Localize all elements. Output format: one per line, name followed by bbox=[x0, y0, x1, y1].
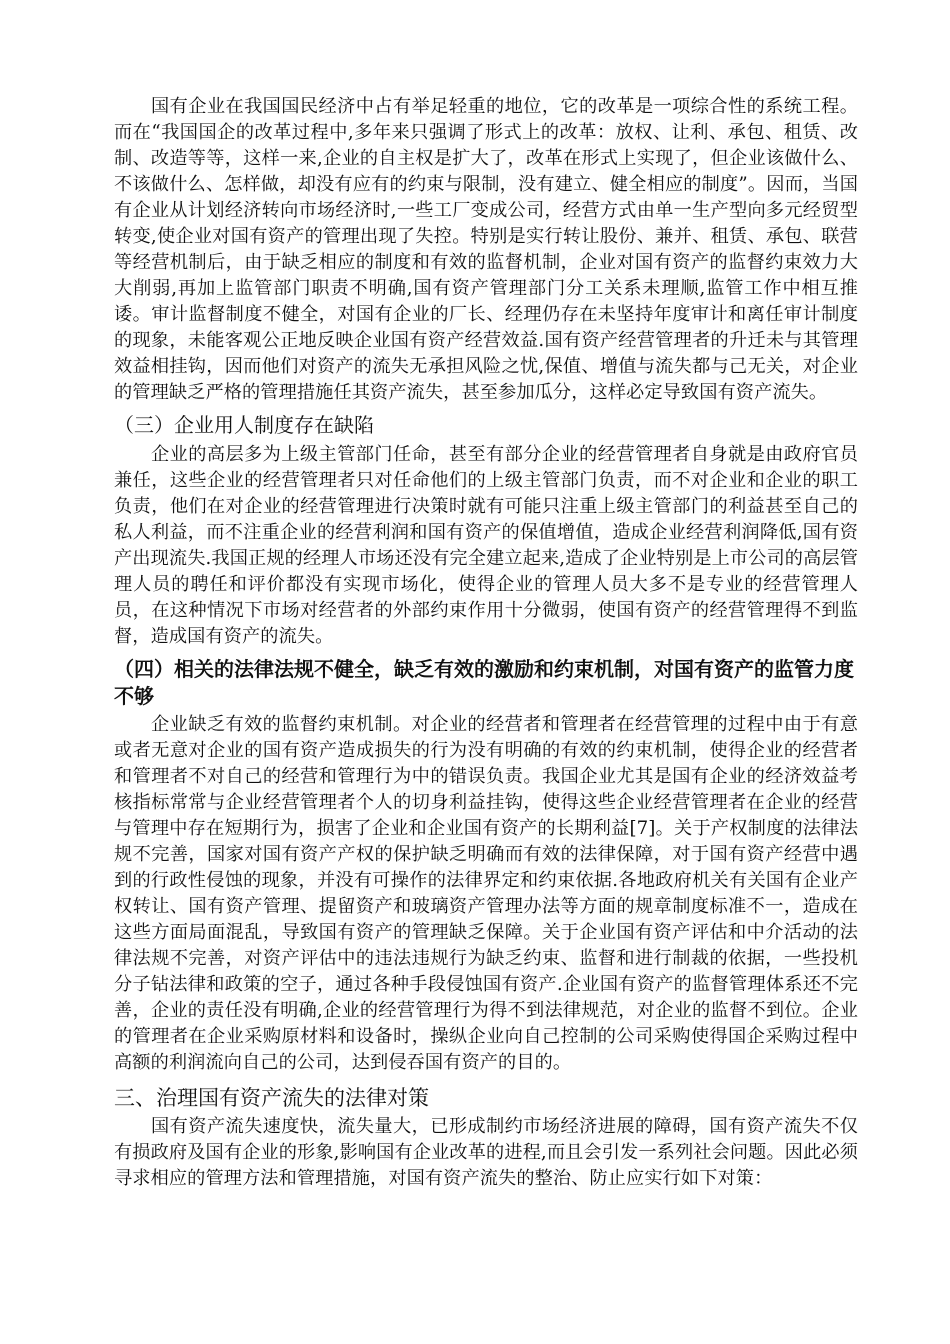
heading-part-3-countermeasures: 三、治理国有资产流失的法律对策 bbox=[114, 1086, 429, 1110]
paragraph-legal-deficiency: 企业缺乏有效的监督约束机制。对企业的经营者和管理者在经营管理的过程中由于有意或者无意对企业的国有资产造成损失的行为没有明确的有效的约束机制，使得企业的经营者和管理者不对自己的经营和管理行为中的错误负责。我国企业尤其是国有企业的经济效益考核指标常常与企业经营管理者个人的切身利益挂钩，使得这些企业经营管理者在企业的经营与管理中存在短期行为，损害了企业和企业国有资产的长期利益[7]。关于产权制度的法律法规不完善，国家对国有资产产权的保护缺乏明确而有效的法律保障，对于国有资产经营中遇到的行政性侵蚀的现象，并没有可操作的法律界定和约束依据.各地政府机关有关国有企业产权转让、国有资产管理、提留资产和玻璃资产管理办法等方面的规章制度标准不一，造成在这些方面局面混乱，导致国有资产的管理缺乏保障。关于企业国有资产评估和中介活动的法律法规不完善，对资产评估中的违法违规行为缺乏约束、监督和进行制裁的依据，一些投机分子钻法律和政策的空子，通过各种手段侵蚀国有资产.企业国有资产的监督管理体系还不完善，企业的责任没有明确,企业的经营管理行为得不到法律规范，对企业的监督不到位。企业的管理者在企业采购原材料和设备时，操纵企业向自己控制的公司采购使得国企采购过程中高额的利润流向自己的公司，达到侵吞国有资产的目的。 bbox=[114, 714, 858, 1073]
heading-section-4-legal: （四）相关的法律法规不健全，缺乏有效的激励和约束机制，对国有资产的监管力度不够 bbox=[114, 657, 854, 708]
paragraph-reform-oversight: 国有企业在我国国民经济中占有举足轻重的地位，它的改革是一项综合性的系统工程。而在“我国国企的改革过程中,多年来只强调了形式上的改革：放权、让利、承包、租赁、改制、改造等等，这样一来,企业的自主权是扩大了，改革在形式上实现了，但企业该做什么、不该做什么、怎样做，却没有应有的约束与限制，没有建立、健全相应的制度”。因而，当国有企业从计划经济转向市场经济时,一些工厂变成公司，经营方式由单一生产型向多元经贸型转变,使企业对国有资产的管理出现了失控。特别是实行转让股份、兼并、租赁、承包、联营等经营机制后，由于缺乏相应的制度和有效的监督机制，企业对国有资产的监督约束效力大大削弱,再加上监管部门职责不明确,国有资产管理部门分工关系未理顺,监管工作中相互推诿。审计监督制度不健全，对国有企业的厂长、经理仍存在未坚持年度审计和离任审计制度的现象，未能客观公正地反映企业国有资产经营效益.国有资产经营管理者的升迁未与其管理效益相挂钩，因而他们对资产的流失无承担风险之忧,保值、增值与流失都与己无关，对企业的管理缺乏严格的管理措施任其资产流失，甚至参加瓜分，这样必定导致国有资产流失。 bbox=[114, 96, 858, 403]
heading-section-3-employment: （三）企业用人制度存在缺陷 bbox=[114, 413, 374, 437]
paragraph-employment-system: 企业的高层多为上级主管部门任命，甚至有部分企业的经营管理者自身就是由政府官员兼任，这些企业的经营管理者只对任命他们的上级主管部门负责，而不对企业和企业的职工负责，他们在对企业的经营管理进行决策时就有可能只注重上级主管部门的利益甚至自己的私人利益，而不注重企业的经营利润和国有资产的保值增值，造成企业经营利润降低,国有资产出现流失.我国正规的经理人市场还没有完全建立起来,造成了企业特别是上市公司的高层管理人员的聘任和评价都没有实现市场化，使得企业的管理人员大多不是专业的经营管理人员，在这种情况下市场对经营者的外部约束作用十分微弱，使国有资产的经营管理得不到监督，造成国有资产的流失。 bbox=[114, 444, 858, 647]
paragraph-countermeasures-intro: 国有资产流失速度快，流失量大，已形成制约市场经济进展的障碍，国有资产流失不仅有损政府及国有企业的形象,影响国有企业改革的进程,而且会引发一系列社会问题。因此必须寻求相应的管理方法和管理措施，对国有资产流失的整治、防止应实行如下对策： bbox=[114, 1116, 858, 1189]
